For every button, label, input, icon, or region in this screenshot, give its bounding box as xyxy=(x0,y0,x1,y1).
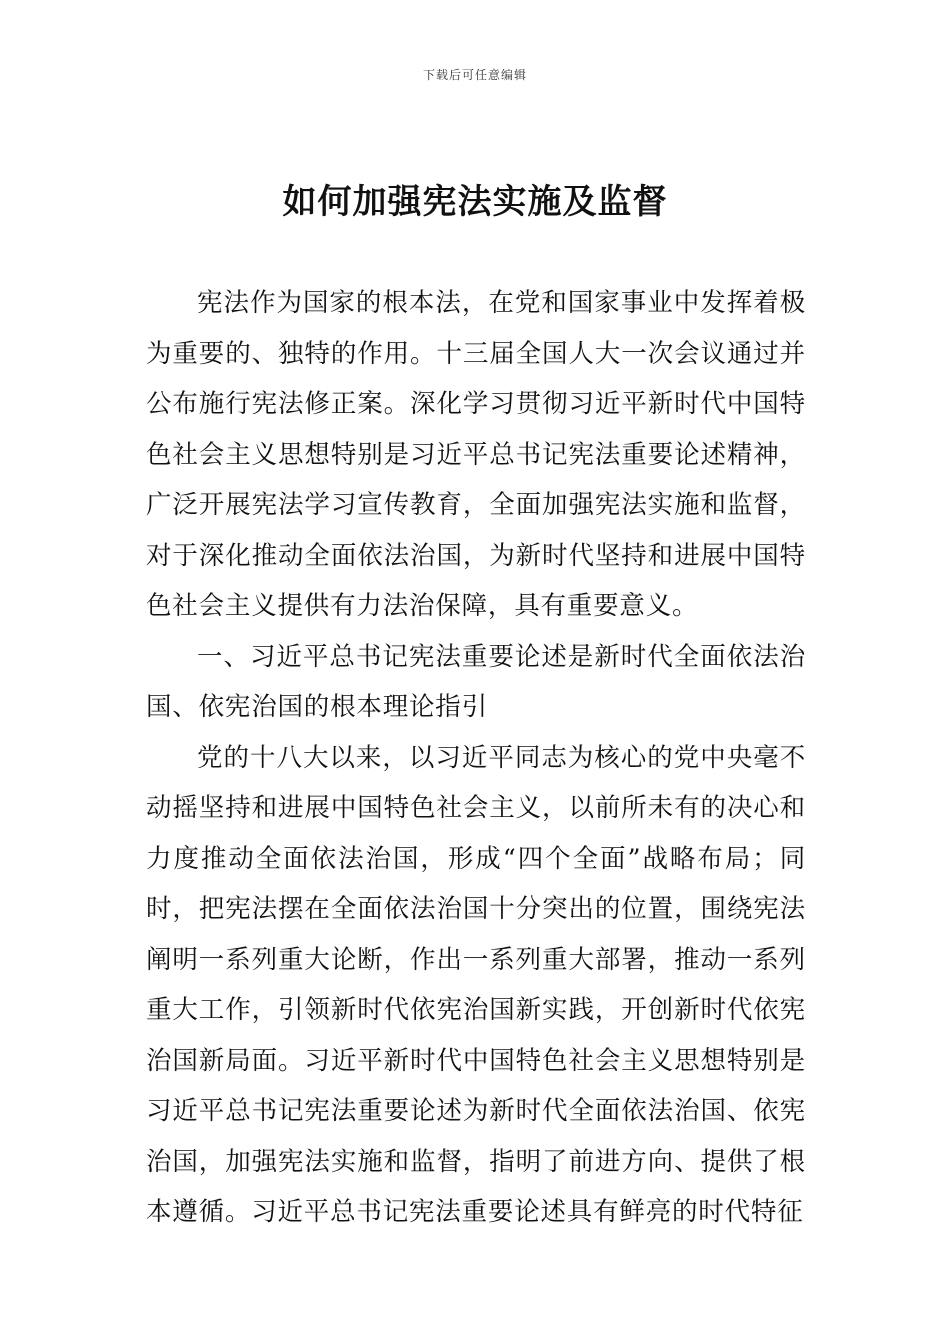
header-note: 下载后可任意编辑 xyxy=(422,68,527,82)
document-title: 如何加强宪法实施及监督 xyxy=(282,182,668,222)
paragraph-section-1: 党的十八大以来，以习近平同志为核心的党中央毫不动摇坚持和进展中国特色社会主义，以前所未有的决心和力度推动全面依法治国，形成“四个全面”战略布局；同时，把宪法摆在全面依法治国十分突出的位置，围绕宪法阐明一系列重大论断，作出一系列重大部署，推动一系列重大工作，引领新时代依宪治国新实践，开创新时代依宪治国新局面。习近平新时代中国特色社会主义思想特别是习近平总书记宪法重要论述为新时代全面依法治国、依宪治国，加强宪法实施和监督，指明了前进方向、提供了根本遵循。习近平总书记宪法重要论述具有鲜亮的时代特征 xyxy=(146,742,806,1227)
paragraph-intro: 宪法作为国家的根本法，在党和国家事业中发挥着极为重要的、独特的作用。十三届全国人大一次会议通过并公布施行宪法修正案。深化学习贯彻习近平新时代中国特色社会主义思想特别是习近平总书记宪法重要论述精神，广泛开展宪法学习宣传教育，全面加强宪法实施和监督，对于深化推动全面依法治国，为新时代坚持和进展中国特色社会主义提供有力法治保障，具有重要意义。 xyxy=(146,288,806,621)
document-body xyxy=(146,278,806,1238)
section-heading-1: 一、习近平总书记宪法重要论述是新时代全面依法治国、依宪治国的根本理论指引 xyxy=(146,641,806,722)
